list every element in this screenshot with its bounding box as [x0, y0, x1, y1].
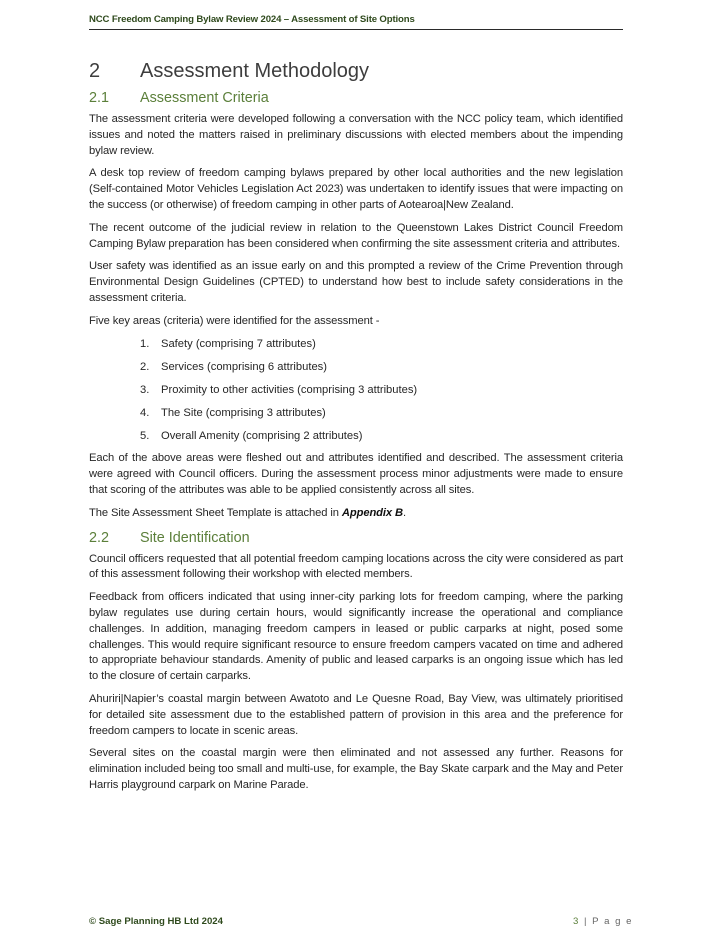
- criteria-list: [89, 337, 623, 445]
- page-number: 3: [573, 916, 580, 927]
- text-fragment: The Site Assessment Sheet Template is attached in: [89, 506, 342, 519]
- paragraph: Each of the above areas were fleshed out and attributes identified and described. The assessment criteria were agreed with Council officers. During the assessment process minor adjustments were made to ensure that scoring of the attributes was able to be applied consistently across all sites.: [89, 452, 623, 497]
- list-item: [140, 429, 623, 445]
- list-item-text: The Site (comprising 3 attributes): [161, 406, 326, 419]
- paragraph: Ahuriri|Napier’s coastal margin between Awatoto and Le Quesne Road, Bay View, was ultimately prioritised for detailed site assessment due to the established pattern of provision in this area and the preference for freedom campers to locate in scenic areas.: [89, 693, 623, 737]
- list-item-text: Services (comprising 6 attributes): [161, 360, 328, 373]
- section-number: 2: [89, 60, 101, 82]
- subsection-number: 2.2: [89, 529, 110, 546]
- running-header: NCC Freedom Camping Bylaw Review 2024 – Assessment of Site Options: [89, 14, 623, 30]
- paragraph: Council officers requested that all potential freedom camping locations across the city were considered as part of this assessment following their workshop with elected members.: [89, 552, 623, 581]
- list-item: [140, 360, 623, 376]
- footer-copyright: © Sage Planning HB Ltd 2024: [89, 916, 223, 927]
- paragraph: Five key areas (criteria) were identified for the assessment -: [89, 314, 380, 327]
- list-item-number: 1.: [140, 337, 150, 350]
- subsection-number: 2.1: [89, 90, 110, 106]
- list-item: [140, 337, 623, 353]
- list-item-text: Safety (comprising 7 attributes): [161, 337, 316, 350]
- footer-page-number: [573, 916, 633, 927]
- page-content: [89, 58, 623, 801]
- paragraph: Feedback from officers indicated that using inner-city parking lots for freedom camping, where the parking bylaw regulates use during certain hours, would significantly increase the operational and compliance challenges. In addition, managing freedom campers in leased or public carparks at night, posed some challenges. This would require significant resource to ensure freedom campers vacated on time and adhered to appropriate behaviour standards. Amenity of public and leased carparks is an ongoing issue which has led to the closure of certain carparks.: [89, 591, 623, 683]
- subsection-heading-criteria: [89, 89, 623, 108]
- appendix-reference: Appendix B: [341, 506, 404, 519]
- section-title: Assessment Methodology: [140, 60, 370, 82]
- paragraph: The assessment criteria were developed following a conversation with the NCC policy team, which identified issues and noted the matters raised in preliminary discussions with elected members about the impending bylaw review.: [89, 113, 623, 157]
- list-item-number: 2.: [140, 360, 150, 373]
- paragraph: [89, 506, 623, 522]
- paragraph: A desk top review of freedom camping bylaws prepared by other local authorities and the new legislation (Self-contained Motor Vehicles Legislation Act 2023) was undertaken to identify issues that were impacting on the success (or otherwise) of freedom camping in other parts of Aotearoa|New Zealand.: [89, 167, 623, 211]
- text-fragment: .: [403, 506, 407, 519]
- subsection-heading-site-identification: [89, 529, 623, 548]
- list-item-text: Proximity to other activities (comprising 3 attributes): [161, 383, 418, 396]
- list-item: [140, 383, 623, 399]
- subsection-title: Site Identification: [140, 529, 250, 546]
- page-label: | P a g e: [584, 916, 633, 927]
- paragraph: Several sites on the coastal margin were then eliminated and not assessed any further. Reasons for elimination included being too small and multi-use, for example, the Bay Skate carpark and the May and Peter Harris playground carpark on Marine Parade.: [89, 747, 623, 792]
- paragraph: User safety was identified as an issue early on and this prompted a review of the Crime Prevention through Environmental Design Guidelines (CPTED) to understand how best to include safety considerations in the assessment criteria.: [89, 260, 623, 304]
- list-item: [140, 406, 623, 422]
- list-item-number: 4.: [140, 406, 150, 419]
- list-item-text: Overall Amenity (comprising 2 attributes): [161, 429, 363, 442]
- paragraph: The recent outcome of the judicial review in relation to the Queenstown Lakes District Council Freedom Camping Bylaw preparation has been considered when confirming the site assessment criteria and attributes.: [89, 221, 623, 250]
- list-item-number: 3.: [140, 383, 150, 396]
- list-item-number: 5.: [140, 429, 150, 442]
- section-heading: [89, 58, 623, 84]
- subsection-title: Assessment Criteria: [140, 90, 269, 106]
